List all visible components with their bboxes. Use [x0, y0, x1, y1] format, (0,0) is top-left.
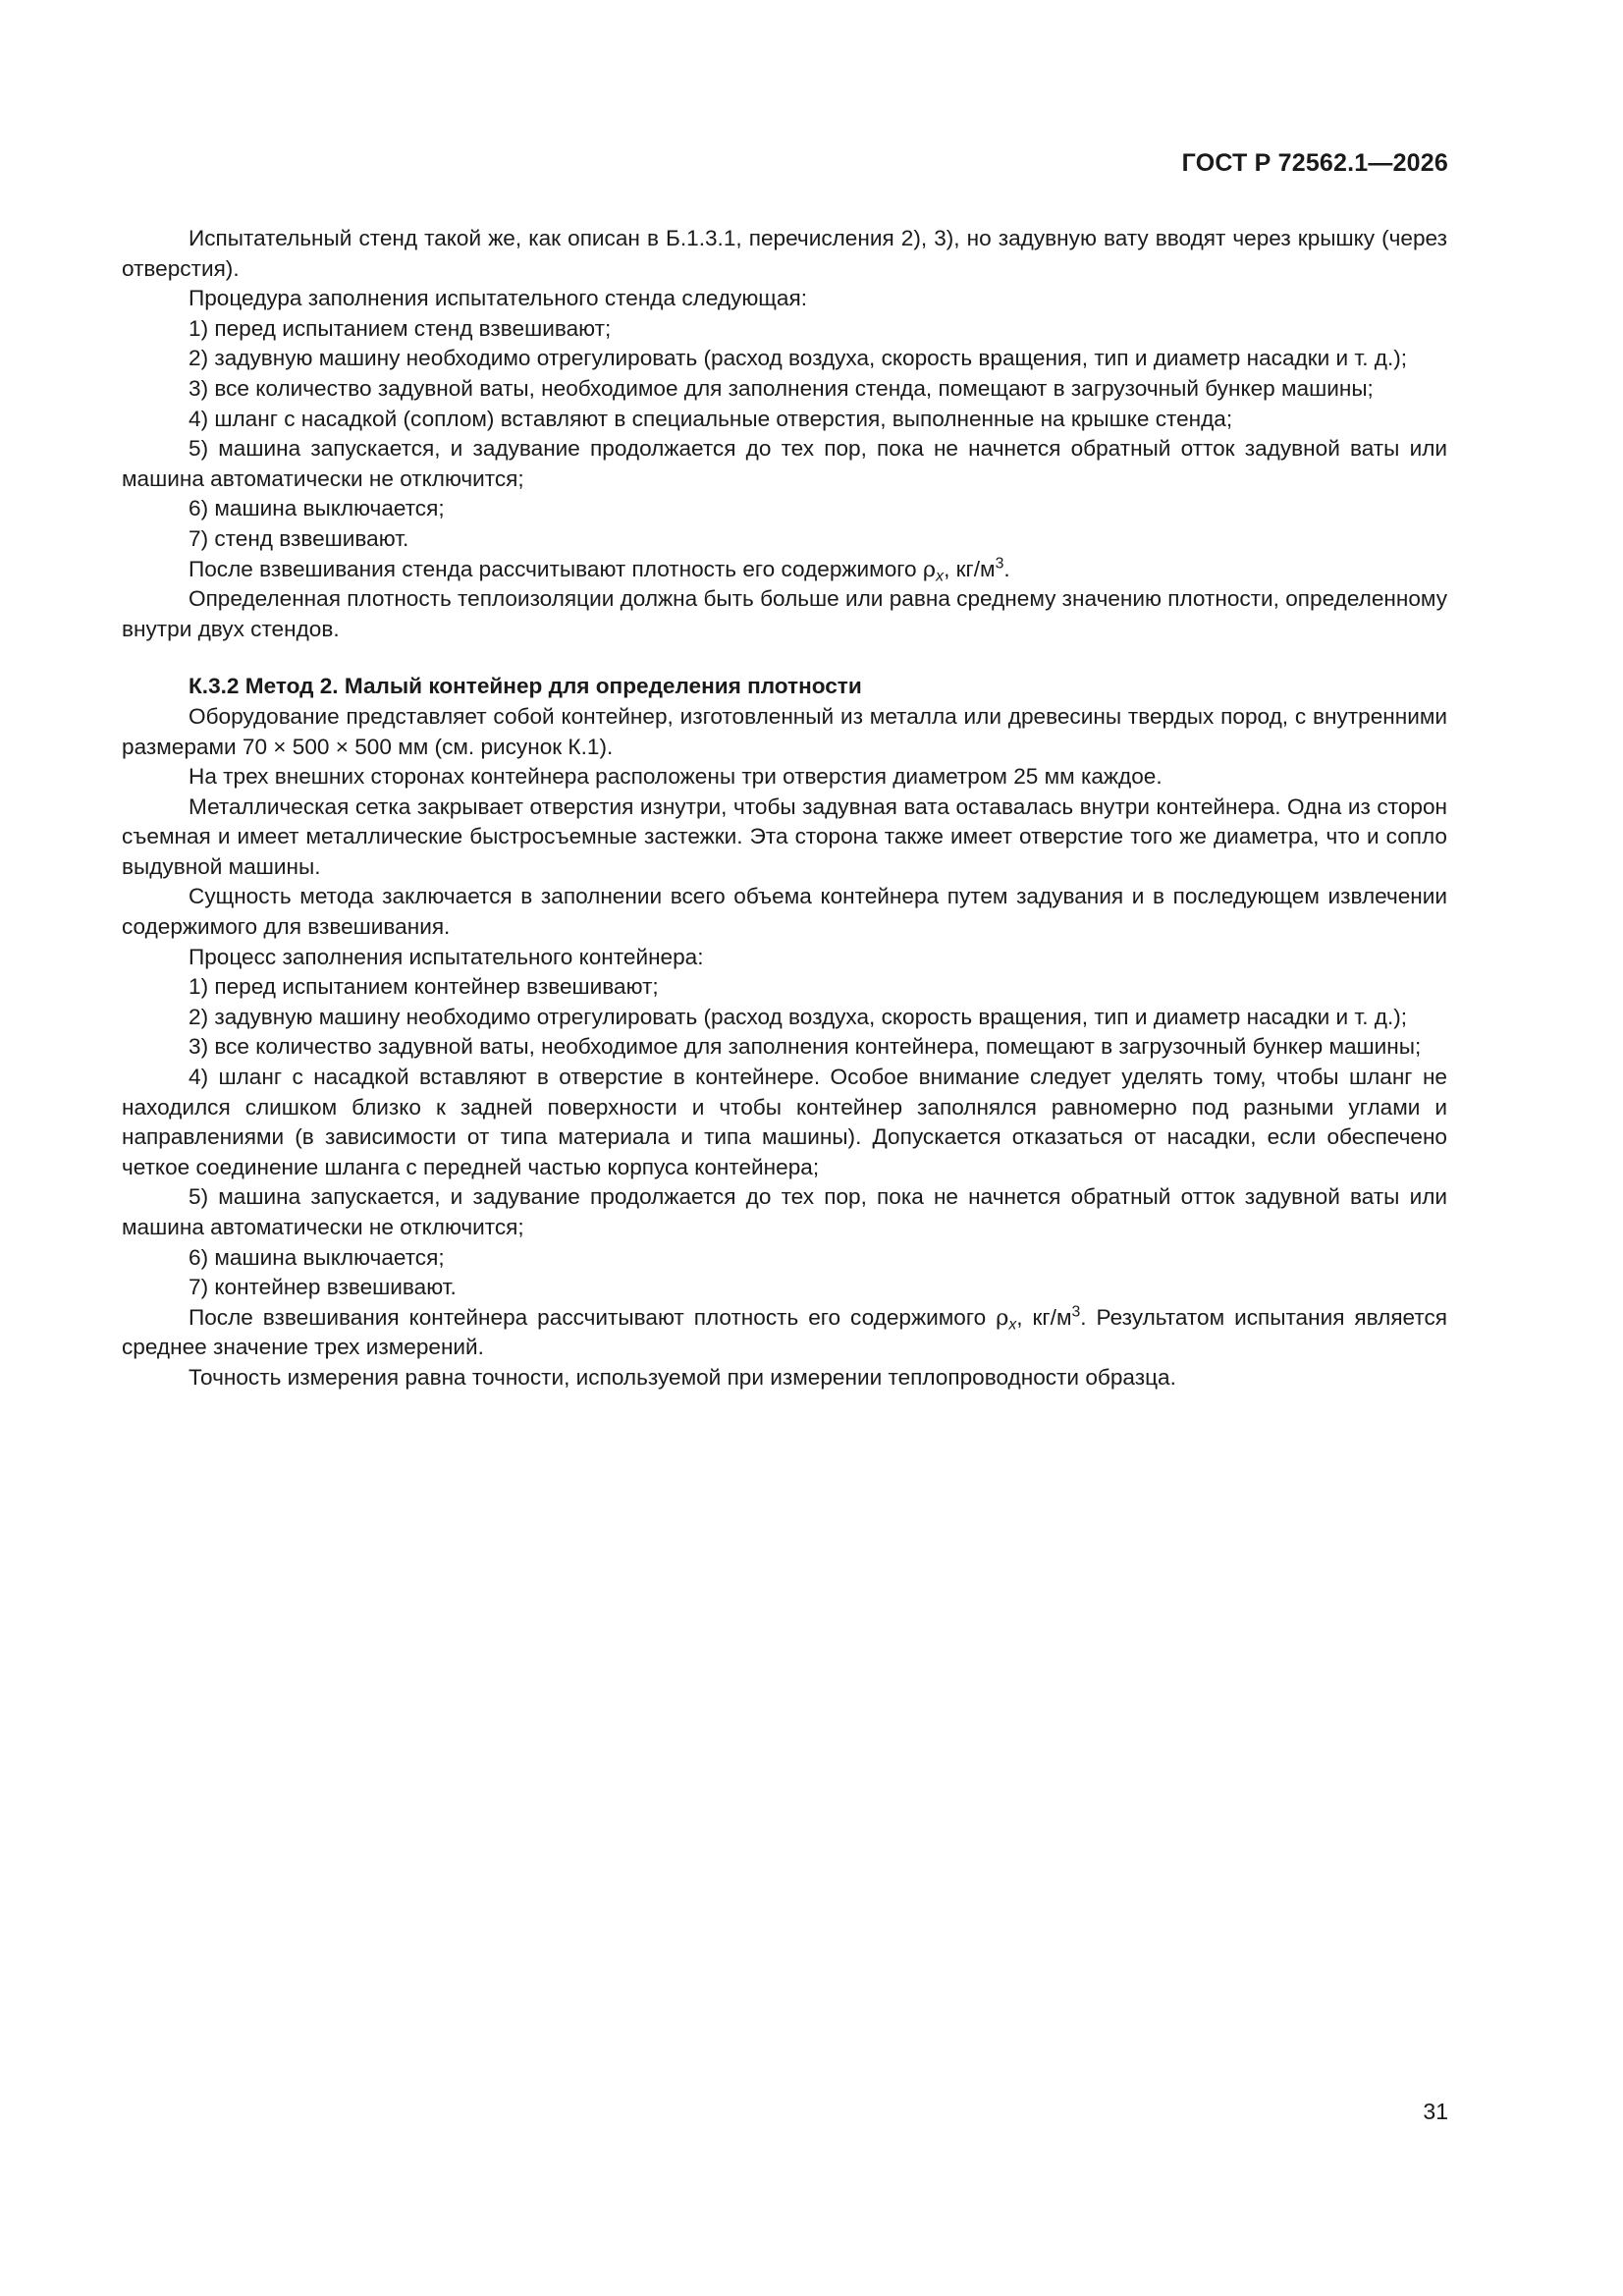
list-item: 1) перед испытанием стенд взвешивают; — [189, 315, 612, 341]
density-paragraph — [122, 555, 1447, 585]
rho-subscript: x — [936, 568, 945, 585]
paragraph: Оборудование представляет собой контейнер, изготовленный из металла или древесины твердых пород, с внутренними размерами 70 × 500 × 500 мм (см. рисунок К.1). — [122, 703, 1447, 759]
rho-symbol: ρ — [996, 1304, 1009, 1331]
density-text: После взвешивания стенда рассчитывают плотность его содержимого — [189, 556, 923, 581]
list-item: 5) машина запускается, и задувание продолжается до тех пор, пока не начнется обратный отток задувной ваты или машина автоматически не отключится; — [122, 436, 1447, 491]
unit-superscript: 3 — [995, 554, 1004, 572]
paragraph: Процедура заполнения испытательного стенда следующая: — [189, 286, 807, 311]
page-number: 31 — [1423, 2099, 1448, 2124]
list-item: 2) задувную машину необходимо отрегулировать (расход воздуха, скорость вращения, тип и диаметр насадки и т. д.); — [189, 1004, 1408, 1029]
paragraph: Сущность метода заключается в заполнении всего объема контейнера путем задувания и в последующем извлечении содержимого для взвешивания. — [122, 884, 1447, 940]
list-item: 5) машина запускается, и задувание продолжается до тех пор, пока не начнется обратный отток задувной ваты или машина автоматически не отключится; — [122, 1184, 1447, 1239]
list-item: 6) машина выключается; — [189, 1244, 445, 1270]
paragraph: Точность измерения равна точности, используемой при измерении теплопроводности образца. — [189, 1364, 1176, 1390]
paragraph: Процесс заполнения испытательного контейнера: — [189, 944, 704, 969]
document-designation: ГОСТ Р 72562.1—2026 — [1181, 149, 1448, 177]
paragraph: Металлическая сетка закрывает отверстия изнутри, чтобы задувная вата оставалась внутри контейнера. Одна из сторон съемная и имеет металлические быстросъемные застежки. Эта сторона также имеет отверстие того же диаметра, что и сопло выдувной машины. — [122, 793, 1447, 879]
list-item: 7) стенд взвешивают. — [189, 525, 409, 551]
list-item: 6) машина выключается; — [189, 496, 445, 521]
list-item: 3) все количество задувной ваты, необходимое для заполнения стенда, помещают в загрузочный бункер машины; — [189, 375, 1374, 401]
sentence-tail: . — [1003, 556, 1010, 581]
rho-symbol: ρ — [922, 556, 937, 582]
list-item: 7) контейнер взвешивают. — [189, 1275, 457, 1300]
rho-subscript: x — [1008, 1316, 1017, 1334]
unit-superscript: 3 — [1071, 1303, 1081, 1321]
paragraph: На трех внешних сторонах контейнера расположены три отверстия диаметром 25 мм каждое. — [189, 764, 1163, 790]
sentence-tail: . Результатом испытания является среднее значение трех измерений. — [122, 1304, 1447, 1360]
density-paragraph — [122, 1303, 1447, 1363]
list-item: 4) шланг с насадкой (соплом) вставляют в специальные отверстия, выполненные на крышке стенда; — [189, 406, 1233, 431]
density-text: После взвешивания контейнера рассчитывают плотность его содержимого — [189, 1304, 997, 1330]
unit-text: , кг/м — [944, 556, 996, 581]
section-heading: К.3.2 Метод 2. Малый контейнер для определения плотности — [189, 674, 862, 699]
list-item: 3) все количество задувной ваты, необходимое для заполнения контейнера, помещают в загрузочный бункер машины; — [189, 1034, 1422, 1060]
list-item: 2) задувную машину необходимо отрегулировать (расход воздуха, скорость вращения, тип и диаметр насадки и т. д.); — [189, 346, 1408, 371]
document-body — [122, 224, 1447, 1394]
paragraph: Испытательный стенд такой же, как описан в Б.1.3.1, перечисления 2), 3), но задувную вату вводят через крышку (через отверстия). — [122, 226, 1447, 281]
paragraph: Определенная плотность теплоизоляции должна быть больше или равна среднему значению плотности, определенному внутри двух стендов. — [122, 586, 1447, 641]
list-item: 4) шланг с насадкой вставляют в отверстие в контейнере. Особое внимание следует уделять тому, чтобы шланг не находился слишком близко к задней поверхности и чтобы контейнер заполнялся равномерно под разными углами и направлениями (в зависимости от типа материала и типа машины). Допускается отказаться от насадки, если обеспечено четкое соединение шланга с передней частью корпуса контейнера; — [122, 1065, 1447, 1179]
list-item: 1) перед испытанием контейнер взвешивают; — [189, 974, 659, 1000]
unit-text: , кг/м — [1016, 1304, 1072, 1330]
